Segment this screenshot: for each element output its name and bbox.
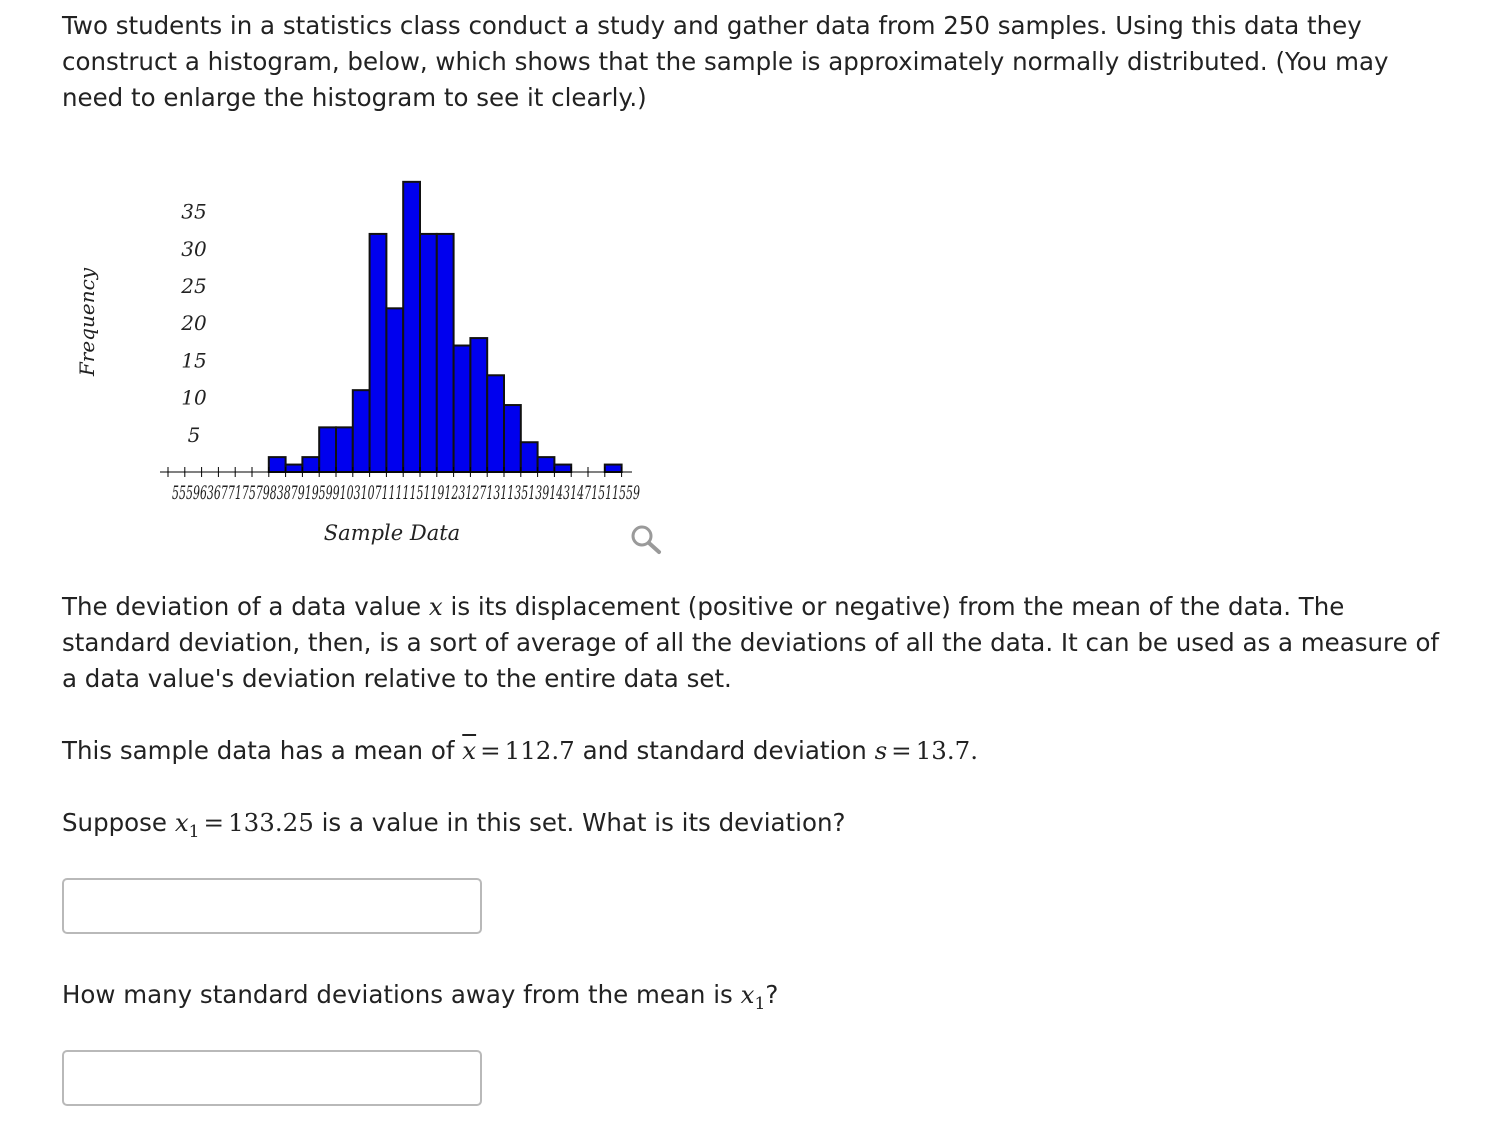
histogram-bar [538,457,555,472]
histogram-bar [386,308,403,472]
histogram-bar [437,234,454,472]
deviation-text-2: is its displacement (positive or negative) from the mean of the data. The standard deviation, then, is a sort of average of all the deviations of all the data. It can be used as a measure of a data value's deviation relative to the entire data set. [62,592,1440,693]
histogram-bar [470,338,487,472]
histogram-bar [554,465,571,472]
suppose-paragraph [62,805,1442,850]
math-x1: x [174,808,189,837]
magnifier-icon[interactable] [628,522,664,558]
mean-paragraph [62,733,1442,769]
y-tick-label: 10 [181,385,207,410]
histogram-bar [370,234,387,472]
y-tick-label: 30 [181,236,207,261]
y-tick-label: 15 [181,348,207,373]
math-sub: 1 [188,821,200,842]
intro-paragraph: Two students in a statistics class conduct a study and gather data from 250 samples. Using this data they construct a histogram, below, which shows that the sample is approximately normally distributed. (You may need to enlarge the histogram to see it clearly.) [62,11,1389,112]
mean-text-2: and standard deviation [582,736,867,765]
deviation-text-1: The deviation of a data value [62,592,422,621]
howmany-text: How many standard deviations away from the mean is [62,980,733,1009]
y-tick-label: 5 [187,422,201,447]
histogram-bar [521,442,538,472]
suppose-text-2: is a value in this set. What is its deviation? [321,808,846,837]
x-tick-labels: 5559636771757983879195991031071111151191231271311351391431471511559 [172,482,640,504]
histogram-bar [420,234,437,472]
howmany-paragraph [62,977,1442,1022]
y-tick-label: 35 [181,199,207,224]
histogram-bar [487,375,504,472]
math-equals: = [891,736,912,765]
math-equals: = [480,736,501,765]
question-mark: ? [765,980,779,1009]
mean-text-1: This sample data has a mean of [62,736,455,765]
y-tick-label: 25 [181,274,207,298]
deviation-answer-input[interactable] [62,878,482,934]
y-axis-label: Frequency [75,267,99,377]
deviation-paragraph [62,589,1442,697]
math-x: x [428,592,443,621]
histogram-bar [353,390,370,472]
y-tick-label: 20 [181,311,207,336]
mean-value: 112.7 [504,736,575,765]
x1-value: 133.25 [228,808,314,837]
histogram-chart [60,160,680,560]
histogram-bar [336,427,353,472]
sd-value: 13.7. [915,736,979,765]
histogram-bar [504,405,521,472]
histogram-bar [286,465,303,472]
histogram-bar [403,182,420,472]
histogram-bar [319,427,336,472]
histogram-bar [605,465,622,472]
x-axis-label: Sample Data [323,521,461,545]
math-sub: 1 [754,993,766,1014]
stdev-count-answer-input[interactable] [62,1050,482,1106]
math-s: s [874,736,888,765]
math-xbar: $\overline{x}$ [462,736,477,765]
histogram-bar [454,346,471,472]
histogram-bar [302,457,319,472]
suppose-text-1: Suppose [62,808,168,837]
histogram-bar [269,457,286,472]
math-x1: x [740,980,755,1009]
math-equals: = [203,808,225,837]
